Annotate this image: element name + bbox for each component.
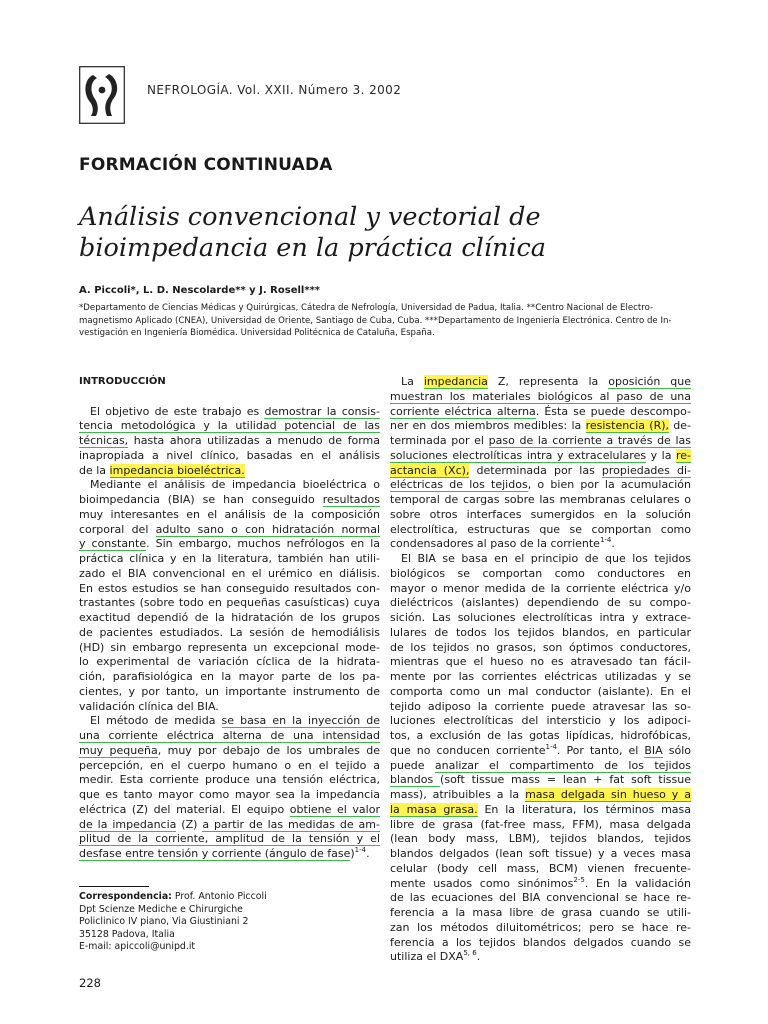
text-line [390,891,691,906]
text-run: , muy por debajo de los umbrales de [157,743,380,757]
text-line [390,936,691,951]
text-run: (Z) [176,817,203,831]
correspondence-line: Dpt Scienze Mediche e Chirurgiche [79,903,243,915]
text-run: sición. Las soluciones electrolíticas intra y extrace- [390,611,691,624]
text-line [390,508,691,523]
text-line [390,596,691,611]
text-line [79,552,380,567]
text-run: medir. Esta corriente produce una tensión eléctrica, [79,773,380,787]
text-run: La [401,375,424,388]
text-run: libre de grasa (fat-free mass, FFM), masa delgada [390,817,691,831]
text-run: Mediante el análisis de impedancia bioeléctrica o [90,478,380,492]
text-line [390,877,691,892]
text-line [79,818,380,833]
underlined-text: técnicas, [79,434,129,447]
text-line [390,375,691,390]
text-line [79,419,380,434]
underlined-text: oposición que [608,375,691,388]
text-line [390,818,691,833]
text-line [390,390,691,405]
text-line [79,729,380,744]
text-run: percepción, en el cuerpo humano o en el tejido a [79,758,380,772]
text-run: de las ecuaciones del BIA convencional se hace re- [390,891,691,905]
underlined-text: de la impedancia [79,817,177,831]
text-run: de la [79,463,110,477]
text-run: de los tejidos no grasos, son óptimos conductores, [390,640,691,654]
citation-superscript: 2-5 [573,875,585,884]
highlighted-text: la masa grasa. [390,802,478,816]
text-line [79,493,380,508]
text-line [79,759,380,774]
text-run: terminada por el [390,434,489,447]
text-line [390,759,691,774]
text-line [79,773,380,788]
text-line [79,714,380,729]
text-run: . [611,537,615,551]
text-line [390,685,691,700]
text-run: hasta ahora utilizadas a menudo de forma [128,434,380,447]
text-line [79,641,380,656]
text-run: lo experimental de variación cíclica de la hidrata- [79,655,380,669]
text-run: celular (body cell mass, BCM) vienen frecuente- [390,861,691,875]
text-run: . Sin embargo, muchos nefrólogos en la [146,537,380,551]
text-run: práctica clínica y en la literatura, también han utili- [79,552,380,565]
correspondence-block [79,891,267,954]
correspondence-first-line [79,891,267,904]
text-line [79,700,380,715]
text-run: El método de medida [90,714,222,728]
text-line [390,626,691,641]
text-line [390,729,691,744]
text-run: que no conducen corriente [390,743,546,757]
affiliations [79,302,691,340]
text-run: (lean body mass, LBM), tejidos blandos, tejidos [390,832,691,846]
text-line [390,478,691,493]
text-run: mientras que el hueso no es atravesado tan fácil- [390,655,691,669]
text-line [79,478,380,493]
text-run: , o bien por la acumulación [527,478,691,492]
text-run: y la [646,448,676,462]
text-run: mente por las corrientes eléctricas utilizadas y se [390,670,691,683]
text-run: mayor o menor medida de la corriente eléctrica y/o [390,581,691,595]
text-line [390,862,691,877]
underlined-text: corriente eléctrica alterna [390,404,536,418]
text-line [390,700,691,715]
underlined-text: muy pequeña [79,743,158,757]
text-run: ner en dos miembros medibles: la [390,419,586,433]
text-line [79,405,380,420]
correspondence-label: Correspondencia: [79,891,172,902]
text-run: corporal del [79,522,156,536]
text-line [390,419,691,434]
text-line [390,449,691,464]
text-line [79,626,380,641]
affiliation-line: *Departamento de Ciencias Médicas y Quirúrgicas, Cátedra de Nefrología, Universidad de Padua, Italia. **Centro Nacional de Electro- [79,303,654,313]
underlined-text: propiedades di- [601,463,692,477]
text-run: . [476,950,481,964]
text-line [390,523,691,538]
text-line [79,582,380,597]
text-line [390,803,691,818]
underlined-text: paso de la corriente a través de las [488,434,691,447]
text-run: de- [669,419,691,433]
text-run: En la literatura, los términos masa [477,802,691,816]
underlined-text: BIA [644,743,663,757]
underlined-text: analizar el compartimento de los tejidos [434,758,691,772]
correspondence-line: 35128 Padova, Italia [79,928,175,940]
text-line [79,744,380,759]
text-line [390,405,691,420]
title-line: bioimpedancia en la práctica clínica [79,233,547,263]
text-line [390,714,691,729]
text-line [390,655,691,670]
underlined-text: muestran los materiales biológicos al paso de una [390,389,691,403]
text-run: mass), atribuibles a la [390,788,526,801]
text-line [79,611,380,626]
text-line [390,611,691,626]
text-run: El BIA se basa en el principio de que los tejidos [401,552,691,565]
text-line [390,921,691,936]
text-run: tos, a exclusión de las gotas lipídicas, hidrofóbicas, [390,729,691,742]
text-line [390,582,691,597]
text-run: . [366,847,370,860]
text-run: tejido adiposo la corriente puede atravesar las so- [390,699,691,713]
journal-logo [79,66,125,124]
text-run: determinada por las [469,463,602,477]
text-run: puede [390,758,435,772]
text-line [79,434,380,449]
text-line [390,773,691,788]
text-line [79,537,380,552]
underlined-text: desfase entre tensión y corriente (ángulo de fase [79,847,351,860]
text-run: eléctrica (Z) del material. El equipo [79,802,290,816]
text-run: . Ésta se puede descompo- [535,404,691,418]
citation-superscript: 5, 6 [463,949,477,958]
text-run: zado el BIA convencional en el urémico en diálisis. [79,566,380,580]
correspondence-line: Policlinico IV piano, Via Giustiniani 2 [79,916,249,927]
text-line [390,670,691,685]
text-run: muy interesantes en el análisis de la composición [79,507,380,521]
text-line [79,655,380,670]
text-line [79,685,380,700]
underlined-text: adulto sano o con hidratación normal [155,522,380,536]
underlined-text: soluciones electrolíticas intra y extracelulares [390,448,647,462]
text-line [79,567,380,582]
right-column [390,375,691,965]
text-run: condensadores al paso de la corriente [390,537,600,551]
text-line [79,508,380,523]
text-run: exactitud dependió de la hidratación de los grupos [79,611,380,624]
text-line [390,493,691,508]
underlined-text: tencia metodológica y la utilidad potencial de las [79,419,380,433]
text-line [79,449,380,464]
underlined-text: eléctricas de los tejidos [390,478,528,492]
text-line [79,788,380,803]
text-run: En estos estudios se han conseguido resultados con- [79,581,380,595]
text-run: de pacientes estudiados. La sesión de hemodiálisis [79,625,380,639]
text-run: que es tanto mayor como mayor sea la impedancia [79,788,380,801]
text-run: (soft tissue mass = lean + fat soft tissue [440,773,691,787]
affiliation-line: magnetismo Aplicado (CNEA), Universidad de Oriente, Santiago de Cuba, Cuba. ***Departamento de Ingeniería Electrónica. Centro de In- [79,315,672,326]
underlined-text: blandos [390,773,441,787]
highlighted-text: actancia (Xc), [390,463,470,477]
left-column-body [79,405,380,862]
highlighted-text: re- [675,448,692,462]
text-line [79,847,380,862]
underlined-text: se basa en la inyección de [221,714,380,728]
text-line [390,567,691,582]
text-run: temporal de cargas sobre las membranas celulares o [390,493,691,506]
text-line [390,434,691,449]
underlined-text: y constante [79,537,147,551]
text-run: comporta como un mal conductor (aislante). En el [390,684,691,698]
text-line [390,832,691,847]
affiliation-line: vestigación en Ingeniería Biomédica. Universidad Politécnica de Cataluña, España. [79,328,435,338]
text-line [390,552,691,567]
highlighted-text: impedancia bioeléctrica. [109,463,245,477]
text-run: El objetivo de este trabajo es [90,404,265,418]
text-line [390,537,691,552]
underlined-text: demostrar la consis- [264,404,380,418]
left-column [79,375,380,862]
text-run: utiliza el DXA [390,950,464,964]
author-list: A. Piccoli*, L. D. Nescolarde** y J. Rosell*** [79,285,321,296]
text-line [390,950,691,965]
text-run: cientes, y por tanto, un importante instrumento de [79,684,380,698]
introduction-heading: INTRODUCCIÓN [79,376,166,387]
text-line [79,464,380,479]
right-column-body [390,375,691,965]
correspondence-name: Prof. Antonio Piccoli [171,891,267,902]
text-run: mente usados como sinónimos [390,876,574,890]
text-run: lulares de todos los tejidos blandos, en particular [390,625,691,639]
text-run: sólo [662,743,691,757]
text-line [390,464,691,479]
text-run: ) [350,847,355,860]
text-run: inapropiada a nivel clínico, basadas en el análisis [79,448,380,462]
text-line [390,788,691,803]
text-run: ferencia a la masa libre de grasa cuando se utili- [390,906,691,919]
highlighted-text: impedancia [423,375,488,388]
text-run: sobre otros interfaces sumergidos en la solución [390,507,691,521]
text-run: electrolítica, estructuras que se comportan como [390,522,691,536]
underlined-text: resultados [322,493,380,506]
text-run: (HD) sin embargo representa un excepcional mode- [79,640,380,654]
underlined-text: una corriente eléctrica alterna de una intensidad [79,729,380,742]
article-title [79,202,699,264]
section-heading: FORMACIÓN CONTINUADA [79,155,333,175]
text-run: luciones electrolíticas del intersticio y los adipoci- [390,714,691,728]
text-line [79,670,380,685]
correspondence-email: E-mail: apiccoli@unipd.it [79,941,196,952]
text-run: dieléctricos (aislantes) dependiendo de su compo- [390,596,691,610]
text-run: bioimpedancia (BIA) se han conseguido [79,493,323,506]
text-line [390,847,691,862]
citation-superscript: 1-4 [354,846,367,854]
text-run: trastantes (sobre todo en pequeñas casuísticas) cuya [79,596,380,610]
title-line: Análisis convencional y vectorial de [79,202,541,232]
text-run: Z, representa la [487,375,609,388]
text-run: blandos delgados (lean soft tissue) y a veces masa [390,847,691,860]
text-run: zan los métodos diluitométricos; pero se hace re- [390,920,691,934]
text-run: biológicos se comportan como conductores en [390,566,691,580]
text-line [390,906,691,921]
footnote-divider [79,886,149,887]
text-run: ferencia a los tejidos blandos delgados cuando se [390,935,691,949]
text-line [79,803,380,818]
text-run: . En la validación [584,876,691,890]
text-line [79,523,380,538]
underlined-text: obtiene el valor [289,802,380,816]
citation-superscript: 1-4 [599,536,612,545]
text-run: . Por tanto, el [556,743,645,757]
text-line [79,832,380,847]
highlighted-text: resistencia (R), [585,419,670,433]
journal-header: NEFROLOGÍA. Vol. XXII. Número 3. 2002 [147,83,402,97]
text-run: ción, parafisiológica en la mayor parte de los pa- [79,670,380,683]
citation-superscript: 1-4 [545,742,557,751]
text-line [79,596,380,611]
page-number: 228 [79,976,101,990]
highlighted-text: masa delgada sin hueso y a [525,788,691,801]
text-line [390,641,691,656]
text-run: validación clínica del BIA. [79,699,219,713]
text-line [390,744,691,759]
underlined-text: a partir de las medidas de am- [202,817,380,831]
underlined-text: plitud de la corriente, amplitud de la tensión y el [79,832,380,846]
